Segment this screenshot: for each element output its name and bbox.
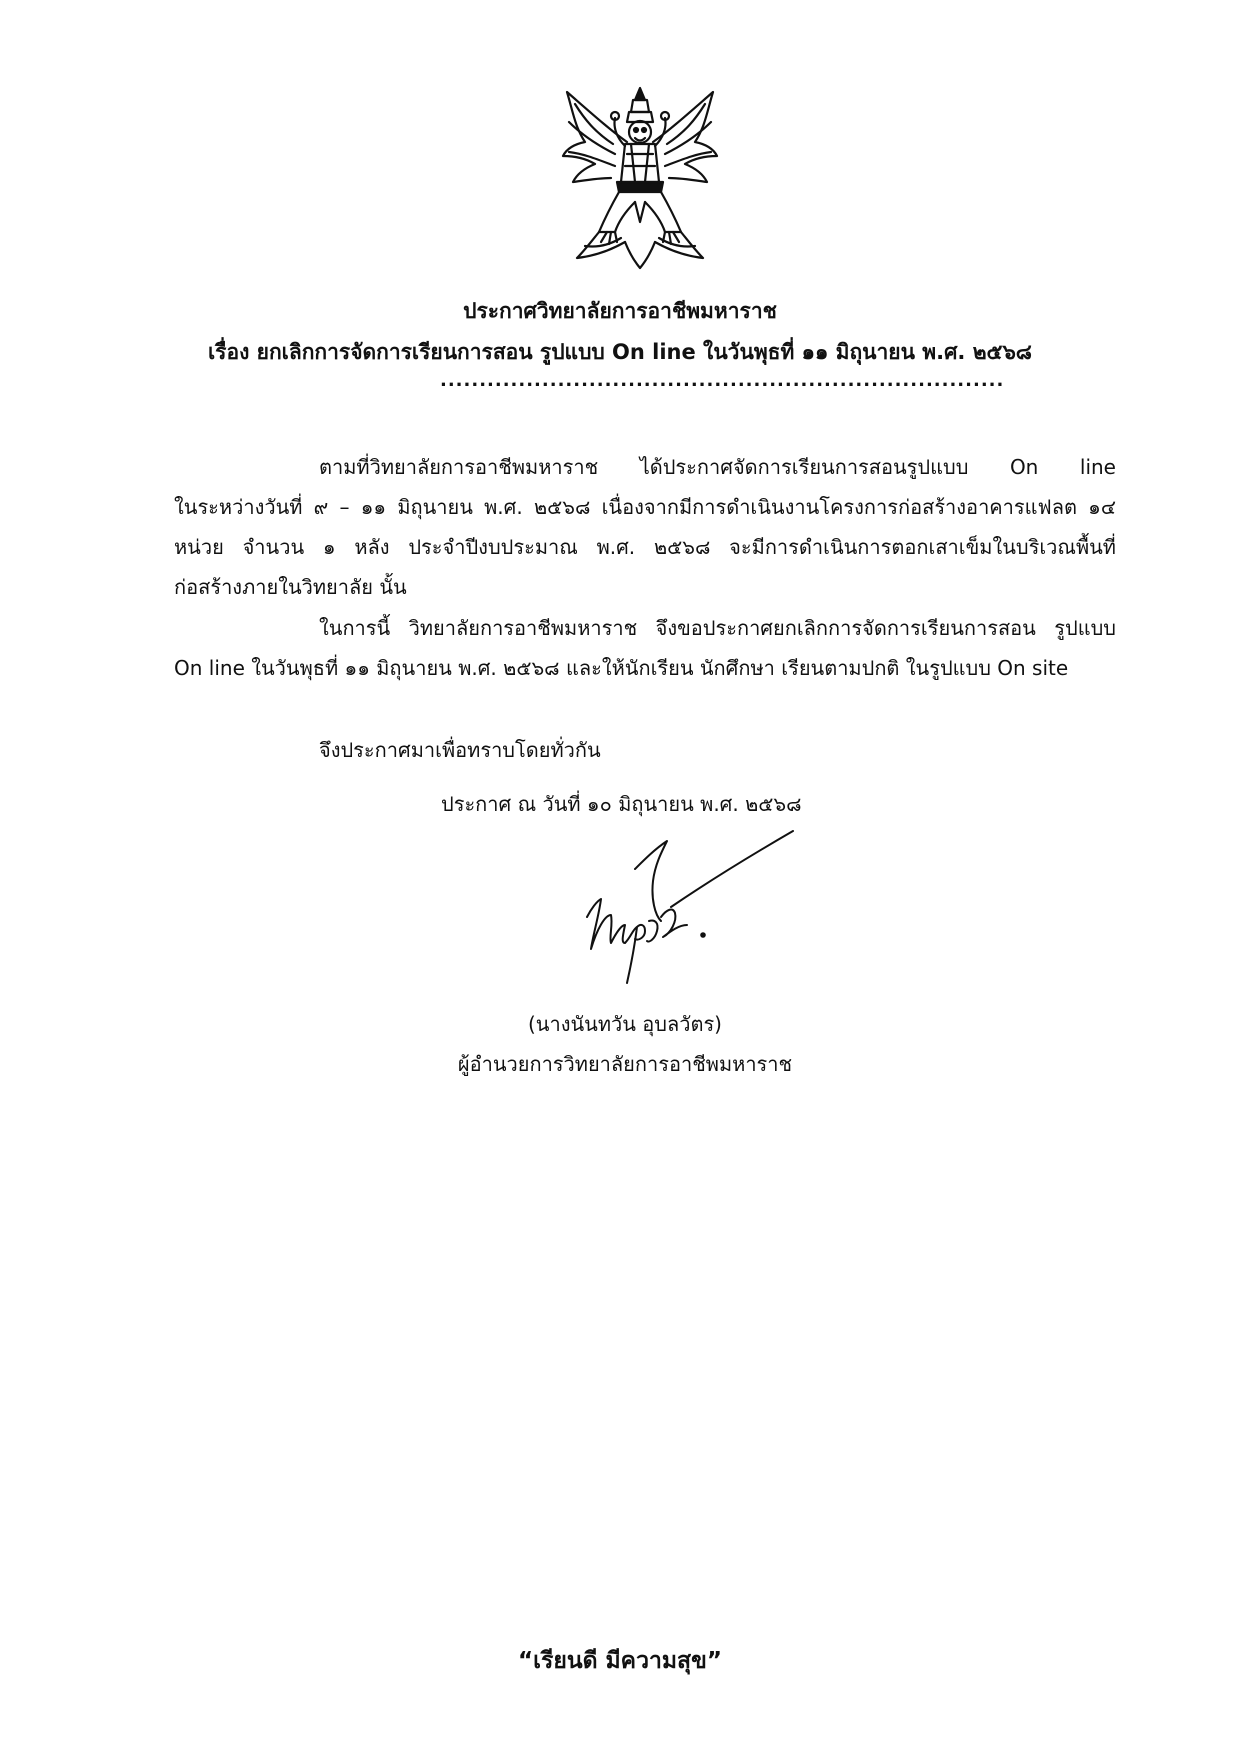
title-divider: ........................................................................ <box>440 370 1005 391</box>
body-paragraph-1 <box>174 447 1116 607</box>
body-paragraph-2 <box>174 608 1116 688</box>
paragraph-line: ก่อสร้างภายในวิทยาลัย นั้น <box>174 575 407 599</box>
paragraph-line: On line ในวันพุธที่ ๑๑ มิถุนายน พ.ศ. ๒๕๖๘ และให้นักเรียน นักศึกษา เรียนตามปกติ ในรูปแบบ On site <box>174 656 1069 680</box>
handwritten-signature <box>575 825 805 995</box>
paragraph-line: ในการนี้ วิทยาลัยการอาชีพมหาราช จึงขอประกาศยกเลิกการจัดการเรียนการสอน รูปแบบ <box>319 616 1116 640</box>
announcement-title: ประกาศวิทยาลัยการอาชีพมหาราช <box>463 299 777 323</box>
signer-name: (นางนันทวัน อุบลวัตร) <box>528 1012 722 1036</box>
announcement-subject: เรื่อง ยกเลิกการจัดการเรียนการสอน รูปแบบ On line ในวันพุธที่ ๑๑ มิถุนายน พ.ศ. ๒๕๖๘ <box>208 340 1032 364</box>
paragraph-line: ในระหว่างวันที่ ๙ – ๑๑ มิถุนายน พ.ศ. ๒๕๖๘ เนื่องจากมีการดำเนินงานโครงการก่อสร้างอาคารแฟลต ๑๔ <box>174 495 1116 519</box>
closing-statement: จึงประกาศมาเพื่อทราบโดยทั่วกัน <box>319 738 601 762</box>
paragraph-line: ตามที่วิทยาลัยการอาชีพมหาราช ได้ประกาศจัดการเรียนการสอนรูปแบบ On line <box>319 455 1116 479</box>
footer-motto: “เรียนดี มีความสุข” <box>518 1648 722 1674</box>
paragraph-line: หน่วย จำนวน ๑ หลัง ประจำปีงบประมาณ พ.ศ. ๒๕๖๘ จะมีการดำเนินการตอกเสาเข็มในบริเวณพื้นที่ <box>174 535 1116 559</box>
signer-position: ผู้อำนวยการวิทยาลัยการอาชีพมหาราช <box>457 1052 793 1076</box>
announcement-date: ประกาศ ณ วันที่ ๑๐ มิถุนายน พ.ศ. ๒๕๖๘ <box>441 792 802 816</box>
garuda-emblem-icon <box>555 82 725 272</box>
